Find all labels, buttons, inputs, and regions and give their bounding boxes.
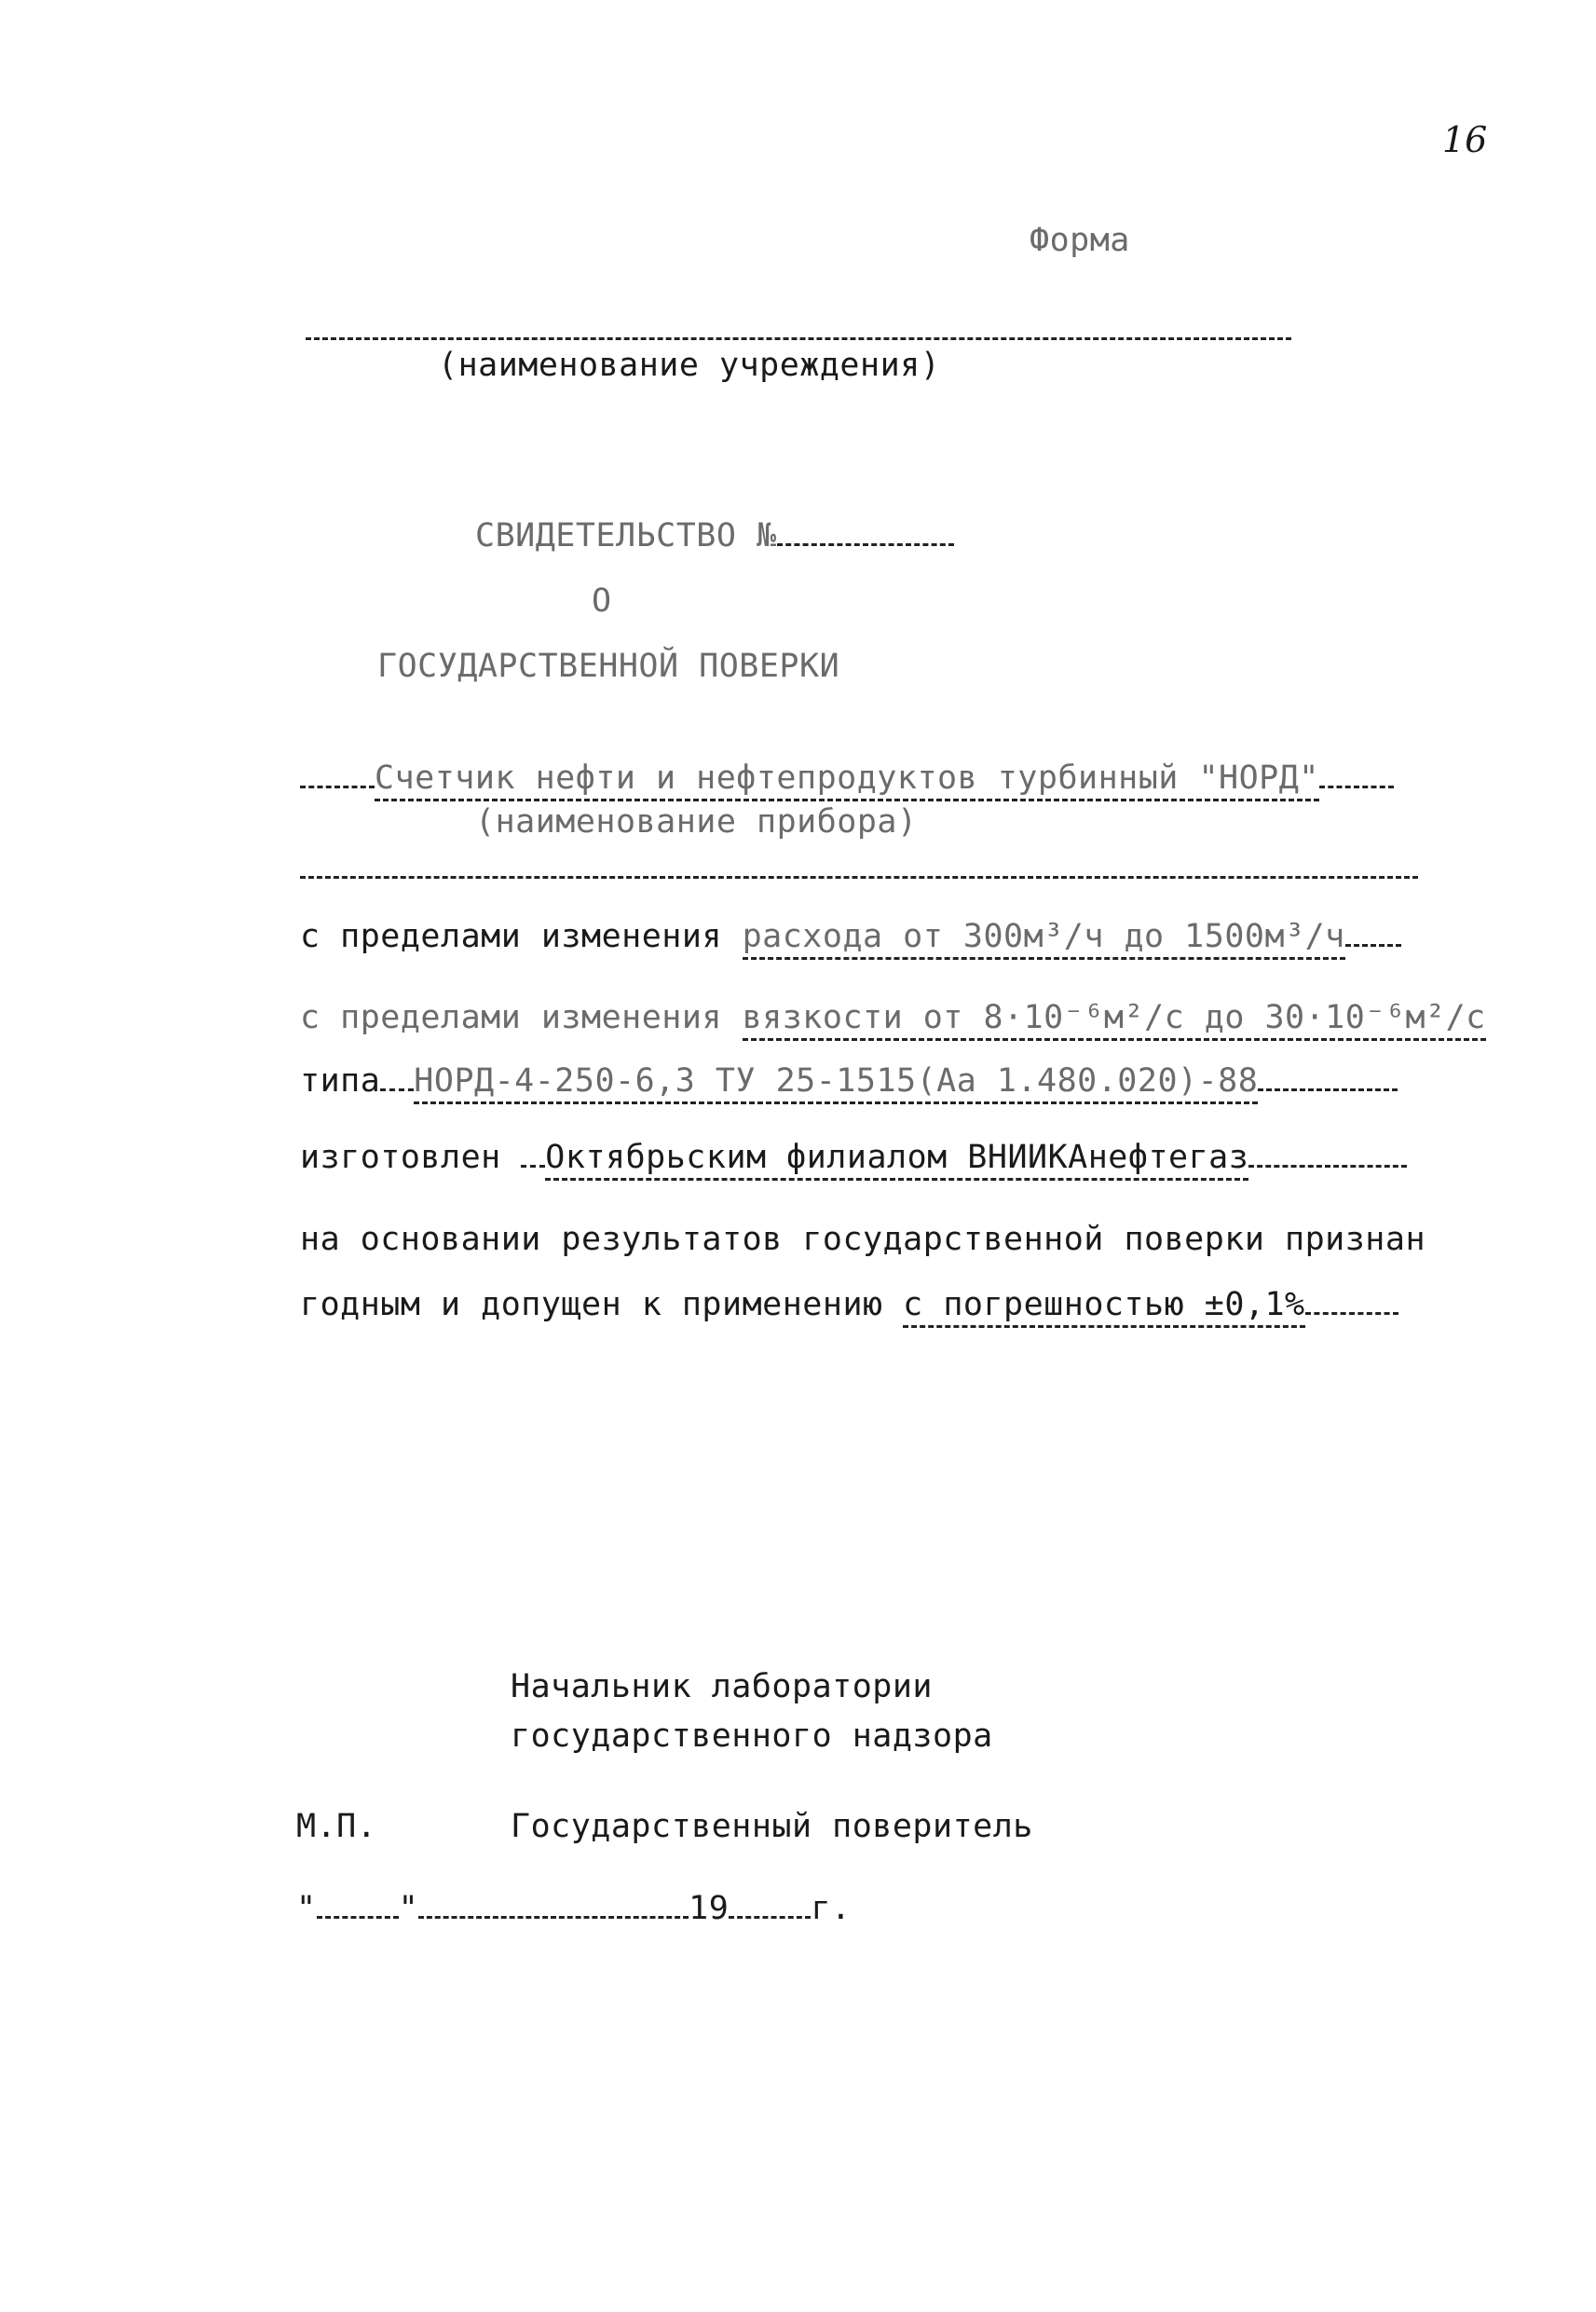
- type-line: [300, 1062, 1398, 1100]
- date-close-quote: ": [398, 1890, 419, 1927]
- admitted-value: с погрешностью ±0,1%: [903, 1286, 1304, 1328]
- viscosity-value: вязкости от 8·10⁻⁶м²/с до 30·10⁻⁶м²/с: [743, 999, 1486, 1041]
- admitted-trailing-blank: [1305, 1312, 1398, 1315]
- device-trailing-blank: [1319, 786, 1394, 788]
- month-blank: [418, 1916, 689, 1919]
- manufacturer-lead-blank: [521, 1165, 545, 1168]
- certificate-number-blank: [777, 543, 954, 546]
- device-name-line: [300, 759, 1394, 797]
- institution-blank-line: [306, 337, 1291, 340]
- institution-caption: (наименование учреждения): [438, 347, 941, 384]
- admitted-prefix: годным и допущен к применению: [300, 1286, 883, 1323]
- head-line1: Начальник лаборатории: [511, 1668, 934, 1705]
- type-trailing-blank: [1258, 1088, 1398, 1091]
- device-blank-line: [300, 876, 1418, 879]
- verifier-label: Государственный поверитель: [511, 1808, 1033, 1845]
- seal-label: М.П.: [296, 1808, 377, 1845]
- head-line2: государственного надзора: [511, 1717, 993, 1755]
- year-blank: [729, 1916, 811, 1919]
- basis-text: на основании результатов государственной поверки признан: [300, 1221, 1426, 1258]
- manufacturer-line: [300, 1139, 1407, 1176]
- year-prefix: 19: [689, 1890, 730, 1927]
- manufacturer-prefix: изготовлен: [300, 1139, 501, 1176]
- device-leading-blank: [300, 786, 375, 788]
- certificate-conjunction: О: [592, 582, 612, 620]
- device-name: Счетчик нефти и нефтепродуктов турбинный "НОРД": [375, 759, 1319, 801]
- year-suffix: г.: [811, 1890, 852, 1927]
- date-open-quote: ": [296, 1890, 317, 1927]
- day-blank: [317, 1916, 399, 1919]
- admitted-line: [300, 1286, 1398, 1323]
- date-line: [296, 1890, 851, 1927]
- form-label: Форма: [1030, 222, 1130, 259]
- flow-trailing-blank: [1345, 944, 1401, 947]
- certificate-title-text: СВИДЕТЕЛЬСТВО №: [475, 517, 777, 554]
- type-value: НОРД-4-250-6,3 ТУ 25-1515(Аа 1.480.020)-88: [414, 1062, 1258, 1104]
- viscosity-prefix: с пределами изменения: [300, 999, 723, 1036]
- page-number: 16: [1442, 119, 1488, 160]
- certificate-subtitle: ГОСУДАРСТВЕННОЙ ПОВЕРКИ: [377, 648, 840, 685]
- flow-value: расхода от 300м³/ч до 1500м³/ч: [743, 918, 1345, 960]
- manufacturer-value: Октябрьским филиалом ВНИИКАнефтегаз: [545, 1139, 1248, 1181]
- flow-range-line: [300, 918, 1401, 955]
- device-caption: (наименование прибора): [475, 803, 918, 841]
- manufacturer-trailing-blank: [1248, 1165, 1407, 1168]
- flow-prefix: с пределами изменения: [300, 918, 723, 955]
- type-prefix: типа: [300, 1062, 381, 1100]
- certificate-title: [475, 517, 954, 554]
- type-lead-blank: [380, 1088, 414, 1091]
- viscosity-range-line: [300, 999, 1486, 1036]
